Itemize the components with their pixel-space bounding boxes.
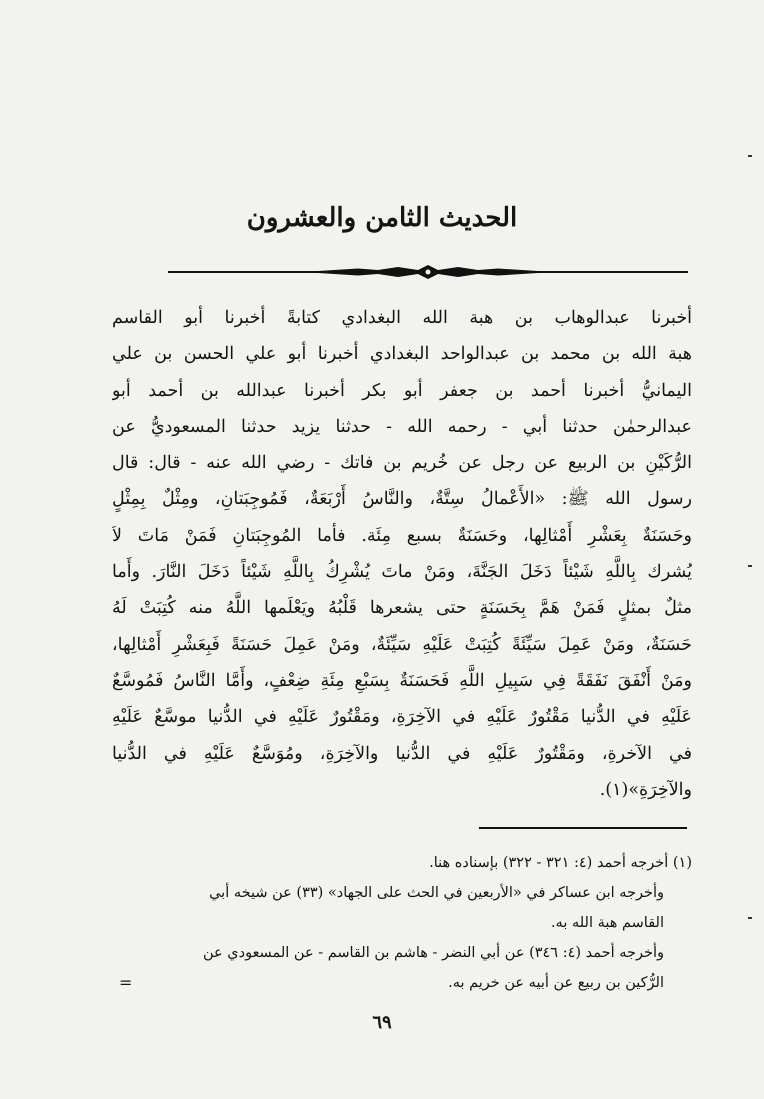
text-line: في الآخرةِ، ومَقْتُورٌ عَلَيْهِ في الدُّنيا والآخِرَةِ، ومُوَسَّعٌ عَلَيْهِ في الدُّنيا (112, 743, 692, 764)
footnote-line: وأخرجه أحمد (٤: ٣٤٦) عن أبي النضر - هاشم بن القاسم - عن المسعودي عن (202, 945, 664, 961)
footnote-line: (١) أخرجه أحمد (٤: ٣٢١ - ٣٢٢) بإسناده هنا. (429, 855, 692, 871)
text-line: عَلَيْهِ في الدُّنيا مَقْتُورٌ عَلَيْهِ في الآخِرَةِ، ومَقْتُورٌ عَلَيْهِ في الدُّنيا موسَّعٌ عَلَيْهِ (112, 707, 692, 728)
footnotes (118, 848, 692, 998)
footnote-separator (479, 827, 687, 829)
page-number: ٦٩ (372, 1012, 392, 1033)
margin-tick (748, 565, 752, 567)
title-ornament-divider (168, 258, 688, 282)
text-line: وحَسَنَةٌ بِعَشْرِ أَمْثالِها، وحَسَنَةٌ بسبع مِئَة. فأما المُوجِبَتانِ فَمَنْ مَاتَ لاَ (112, 525, 692, 546)
footnote-line: الرُّكين بن ربيع عن أبيه عن خريم به. (448, 975, 664, 991)
text-line: مثلٌ بمثلٍ فَمَنْ هَمَّ بِحَسَنَةٍ حتى يشعرها قَلْبُهُ ويَعْلَمها اللَّهُ منه كُتِبَتْ لَهُ (112, 598, 692, 619)
continuation-mark: = (119, 973, 133, 992)
footnote-line: القاسم هبة الله به. (550, 915, 664, 931)
text-line: ومَنْ أَنْفَقَ نَفَقَةً فِي سَبِيلِ اللَّهِ فَحَسَنَةٌ بِسَبْعِ مِئَةِ ضِعْفٍ، وأَمَّا النَّاسُ فَمُوسَّعٌ (112, 670, 692, 691)
margin-tick (748, 917, 752, 919)
text-line: حَسَنَةٌ، ومَنْ عَمِلَ سَيِّئَةً كُتِبَتْ عَلَيْهِ سَيِّئَةٌ، ومَنْ عَمِلَ حَسَنَةً فَبِعَشْرِ أَمْثالِها، (112, 634, 692, 655)
hadith-text (112, 300, 692, 808)
text-line: اليمانيُّ أخبرنا أحمد بن جعفر أبو بكر أخبرنا عبدالله بن أحمد أبو (112, 380, 692, 401)
footnote-line: وأخرجه ابن عساكر في «الأربعين في الحث على الجهاد» (٣٣) عن شيخه أبي (209, 885, 664, 901)
text-line: يُشرك بِاللَّهِ شَيْئاً دَخَلَ الجَنَّةَ، ومَنْ ماتَ يُشْرِكُ بِاللَّهِ شَيْئاً دَخَلَ النَّارَ. وأَما (112, 562, 692, 583)
text-line: والآخِرَةِ»(١). (599, 779, 692, 800)
margin-tick (748, 155, 752, 157)
text-line: أخبرنا عبدالوهاب بن هبة الله البغدادي كتابةً أخبرنا أبو القاسم (112, 308, 692, 328)
text-line: هبة الله بن محمد بن عبدالواحد البغدادي أخبرنا أبو علي الحسن بن علي (112, 344, 692, 365)
text-line: الرُّكَيْنِ بن الربيع عن رجل عن خُريم بن فاتك - رضي الله عنه - قال: قال (112, 453, 692, 474)
hadith-title: الحديث الثامن والعشرون (246, 203, 518, 233)
text-line: عبدالرحمٰن حدثنا أبي - رحمه الله - حدثنا يزيد حدثنا المسعوديُّ عن (112, 416, 692, 437)
text-line: رسول الله ﷺ: «الأَعْمالُ سِتَّةٌ، والنَّاسُ أَرْبَعَةٌ، فَمُوجِبَتانِ، ومِثْلٌ بِمِثْلٍ (112, 489, 692, 510)
